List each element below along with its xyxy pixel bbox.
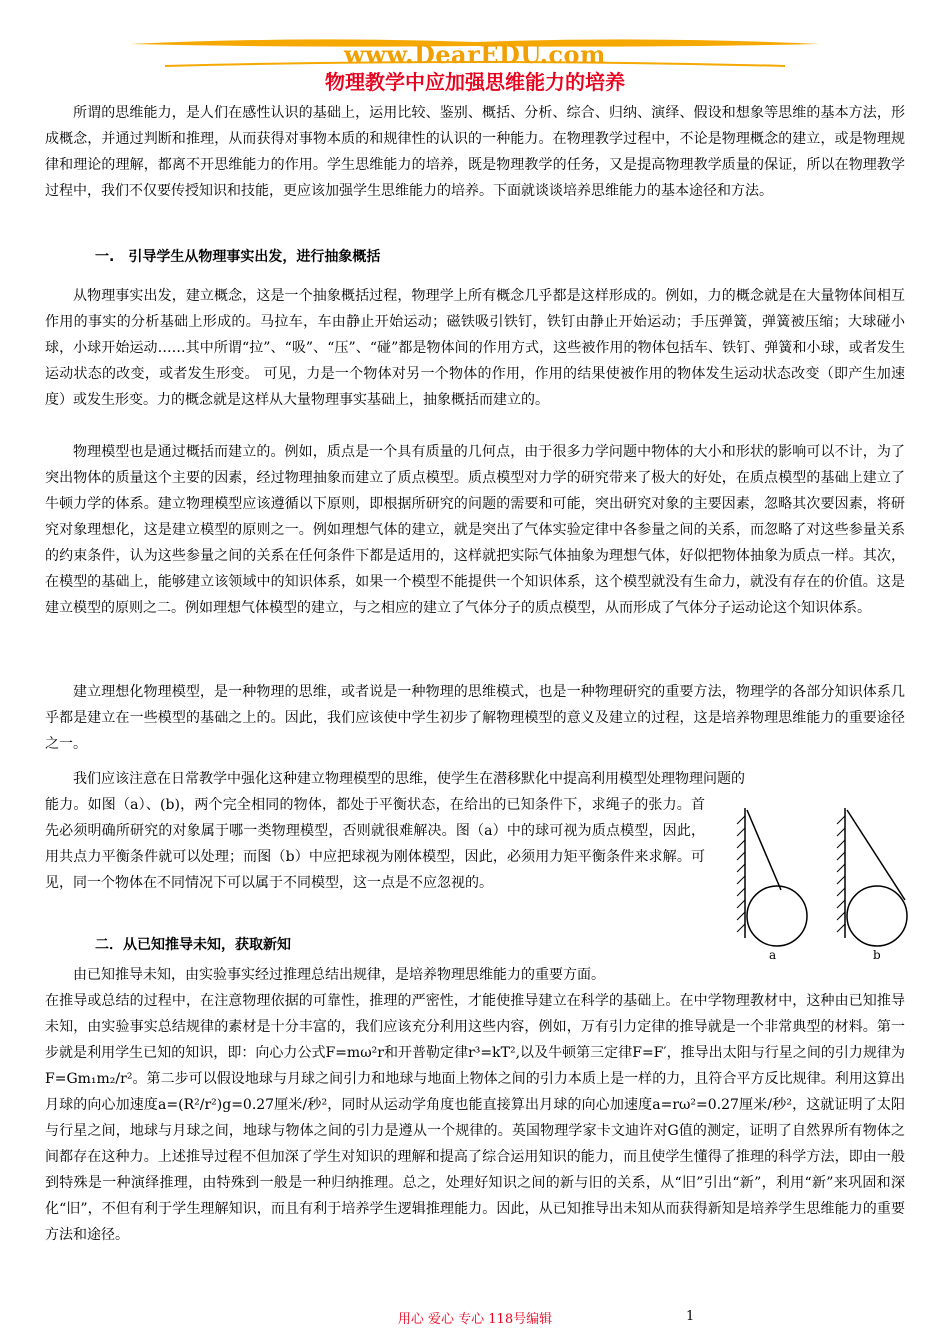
figure-drawing [733, 788, 923, 978]
section1-paragraph-2: 物理模型也是通过概括而建立的。例如，质点是一个具有质量的几何点，由于很多力学问题中物体的大小和形状的影响可以不计，为了突出物体的质量这个主要的因素，经过物理抽象而建立了质点模型。质点模型对力学的研究带来了极大的好处，在质点模型的基础上建立了牛顿力学的体系。建立物理模型应该遵循以下原则，即根据所研究的问题的需要和可能，突出研究对象的主要因素，忽略其次要因素，将研究对象理想化，这是建立模型的原则之一。例如理想气体的建立，就是突出了气体实验定律中各参量之间的关系，而忽略了对这些参量关系的约束条件，认为这些参量之间的关系在任何条件下都是适用的，这样就把实际气体抽象为理想气体，好似把物体抽象为质点一样。其次，在模型的基础上，能够建立该领域中的知识体系，如果一个模型不能提供一个知识体系，这个模型就没有生命力，就没有存在的价值。这是建立模型的原则之二。例如理想气体模型的建立，与之相应的建立了气体分子的质点模型，从而形成了气体分子运动论这个知识体系。 [45, 444, 905, 616]
section1-paragraph-3: 建立理想化物理模型，是一种物理的思维，或者说是一种物理的思维模式，也是一种物理研究的重要方法，物理学的各部分知识体系几乎都是建立在一些模型的基础之上的。因此，我们应该使中学生初步了解物理模型的意义及建立的过程，这是培养物理思维能力的重要途径之一。 [45, 684, 905, 752]
figure-label-b: b [873, 948, 881, 962]
site-logo[interactable]: www.DearEDU.com [344, 40, 606, 69]
section2-paragraph-1: 在推导或总结的过程中，在注意物理依据的可靠性，推理的严密性，才能使推导建立在科学的基础上。在中学物理教材中，这种由已知推导未知，由实验事实总结规律的素材是十分丰富的，我们应该充分利用这些内容，例如，万有引力定律的推导就是一个非常典型的材料。第一步就是利用学生已知的知识，即：向心力公式F=mω²r和开普勒定律r³=kT²,以及牛顿第三定律F=F′，推导出太阳与行星之间的引力规律为F=Gm₁m₂/r²。第二步可以假设地球与月球之间引力和地球与地面上物体之间的引力本质上是一样的力，且符合平方反比规律。利用这算出月球的向心加速度a=(R²/r²)g=0.27厘米/秒²，同时从运动学角度也能直接算出月球的向心加速度a=rω²=0.27厘米/秒²，这就证明了太阳与行星之间，地球与月球之间，地球与物体之间的引力是遵从一个规律的。英国物理学家卡文迪许对G值的测定，证明了自然界所有物体之间都存在这种力。上述推导过程不但加深了学生对知识的理解和提高了综合运用知识的能力，而且使学生懂得了推理的科学方法，即由一般到特殊是一种演绎推理，由特殊到一般是一种归纳推理。总之，处理好知识之间的新与旧的关系，从“旧”引出“新”，利用“新”来巩固和深化“旧”，不但有利于学生理解知识，而且有利于培养学生逻辑推理能力。因此，从已知推导出未知从而获得新知是培养学生思维能力的重要方法和途径。 [45, 993, 905, 1243]
section-heading-2: 二．从已知推导未知，获取新知 [95, 937, 291, 953]
footer-text: 用心 爱心 专心 118号编辑 [397, 1312, 553, 1327]
figure-label-a: a [769, 948, 777, 962]
section1-paragraph-4: 能力。如图（a）、(b)，两个完全相同的物体，都处于平衡状态，在给出的已知条件下，求绳子的张力。首先必须明确所研究的对象属于哪一类物理模型，否则就很难解决。图（a）中的球可视为质点模型，因此，用共点力平衡条件就可以处理；而图（b）中应把球视为刚体模型，因此，必须用力矩平衡条件来求解。可见，同一个物体在不同情况下可以属于不同模型，这一点是不应忽视的。 [45, 797, 705, 891]
section1-paragraph-4-lead: 我们应该注意在日常教学中强化这种建立物理模型的思维，使学生在潜移默化中提高利用模型处理物理问题的 [73, 771, 745, 787]
figure-balls-on-ropes [733, 788, 923, 978]
page-title: 物理教学中应加强思维能力的培养 [325, 70, 625, 94]
section2-paragraph-1-lead: 由已知推导未知，由实验事实经过推理总结出规律，是培养物理思维能力的重要方面。 [73, 967, 605, 983]
page-number: 1 [686, 1309, 695, 1324]
intro-paragraph: 所谓的思维能力，是人们在感性认识的基础上，运用比较、鉴别、概括、分析、综合、归纳、演绎、假设和想象等思维的基本方法，形成概念，并通过判断和推理，从而获得对事物本质的和规律性的认识的一种能力。在物理教学过程中，不论是物理概念的建立，或是物理规律和理论的理解，都离不开思维能力的作用。学生思维能力的培养，既是物理教学的任务，又是提高物理教学质量的保证，所以在物理教学过程中，我们不仅要传授知识和技能，更应该加强学生思维能力的培养。下面就谈谈培养思维能力的基本途径和方法。 [45, 105, 905, 199]
section-heading-1: 一. 引导学生从物理事实出发，进行抽象概括 [95, 249, 381, 265]
section1-paragraph-1: 从物理事实出发，建立概念，这是一个抽象概括过程，物理学上所有概念几乎都是这样形成的。例如，力的概念就是在大量物体间相互作用的事实的分析基础上形成的。马拉车，车由静止开始运动；磁铁吸引铁钉，铁钉由静止开始运动；手压弹簧，弹簧被压缩；大球碰小球，小球开始运动……其中所谓“拉”、“吸”、“压”、“碰”都是物体间的作用方式，这些被作用的物体包括车、铁钉、弹簧和小球，或者发生运动状态的改变，或者发生形变。 可见，力是一个物体对另一个物体的作用，作用的结果使被作用的物体发生运动状态改变（即产生加速度）或发生形变。力的概念就是这样从大量物理事实基础上，抽象概括而建立的。 [45, 288, 905, 408]
